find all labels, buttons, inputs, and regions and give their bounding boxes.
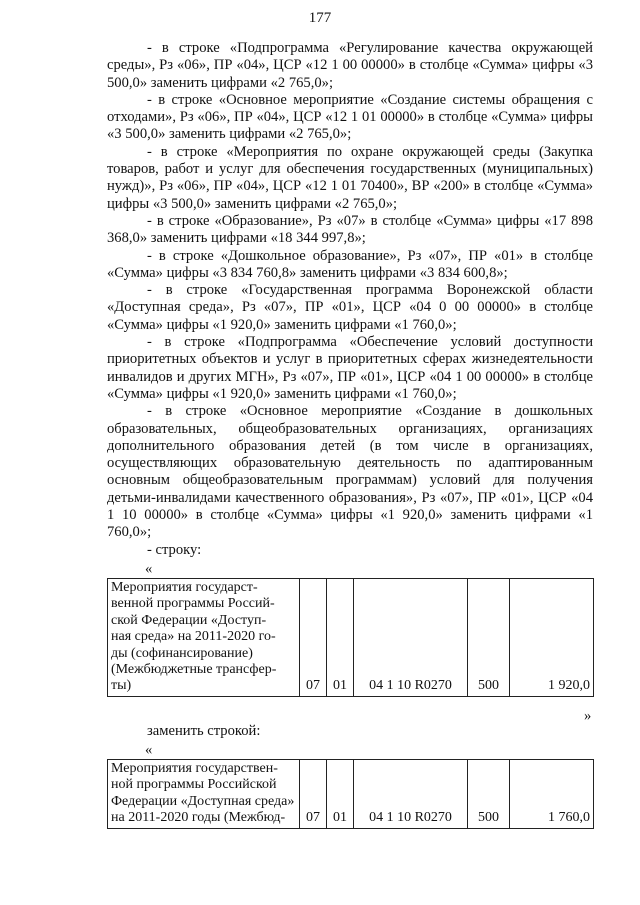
amendment-paragraph: - в строке «Основное мероприятие «Создание системы обращения с отходами», Рз «06», ПР «04», ЦСР «12 1 01 00000» в столбце «Сумма» цифры «3 500,0» заменить цифрами «2 765,0»; xyxy=(107,91,593,143)
table-row xyxy=(108,760,594,829)
amendment-paragraph: - в строке «Мероприятия по охране окружающей среды (Закупка товаров, работ и услуг для обеспечения государственных (муниципальных) нужд)», Рз «06», ПР «04», ЦСР «12 1 01 70400», ВР «200» в столбце «Сумма» цифры «3 500,0» заменить цифрами «2 765,0»; xyxy=(107,143,593,212)
row-name-cell xyxy=(108,760,300,829)
amendment-paragraph: - в строке «Государственная программа Воронежской области «Доступная среда», Рз «07», ПР «01», ЦСР «04 0 00 00000» в столбце «Сумма» цифры «1 920,0» заменить цифрами «1 760,0»; xyxy=(107,282,593,333)
csr-cell: 04 1 10 R0270 xyxy=(354,760,468,829)
new-table-row xyxy=(107,759,594,829)
row-name-line: на 2011-2020 годы (Межбюд- xyxy=(111,810,286,826)
amendment-paragraph: - в строке «Основное мероприятие «Создание в дошкольных образовательных, общеобразовательных организациях, организациях дополнительного образования детей (в том числе в организациях, осуществляющих образовательную деятельность по адаптированным основным общеобразовательным программам) условий для получения детьми-инвалидами качественного образования», Рз «07», ПР «01», ЦСР «04 1 10 00000» в столбце «Сумма» цифры «1 920,0» заменить цифрами «1 760,0»; xyxy=(107,403,593,541)
row-name-cell xyxy=(108,579,300,697)
row-name-line: ной программы Российской xyxy=(111,777,277,793)
row-name-line: Мероприятия государст- xyxy=(111,580,258,595)
old-table-row xyxy=(107,578,594,697)
amendment-paragraph: - в строке «Подпрограмма «Обеспечение условий доступности приоритетных объектов и услуг в приоритетных сферах жизнедеятельности инвалидов и других МГН», Рз «07», ПР «01», ЦСР «04 1 00 00000» в столбце «Сумма» цифры «1 920,0» заменить цифрами «1 760,0»; xyxy=(107,334,593,402)
row-name-line: венной программы Россий- xyxy=(111,596,275,612)
row-name-line: ная среда» на 2011-2020 го- xyxy=(111,629,276,645)
row-intro-text: - строку: xyxy=(147,541,202,558)
sum-cell: 1 760,0 xyxy=(510,760,594,829)
amendment-paragraph: - в строке «Дошкольное образование», Рз «07», ПР «01» в столбце «Сумма» цифры «3 834 760,8» заменить цифрами «3 834 600,8»; xyxy=(107,247,593,281)
closing-quote-mark: » xyxy=(584,708,592,724)
vr-cell: 500 xyxy=(468,760,510,829)
amendment-paragraph: - в строке «Образование», Рз «07» в столбце «Сумма» цифры «17 898 368,0» заменить цифрами «18 344 997,8»; xyxy=(107,212,593,247)
opening-quote-mark: « xyxy=(145,742,153,758)
vr-cell: 500 xyxy=(468,579,510,697)
csr-cell: 04 1 10 R0270 xyxy=(354,579,468,697)
row-name-line: ты) xyxy=(111,678,132,694)
row-name-line: Федерации «Доступная среда» xyxy=(111,793,295,809)
document-body xyxy=(107,40,593,559)
amendment-paragraph: - в строке «Подпрограмма «Регулирование качества окружающей среды», Рз «06», ПР «04», ЦСР «12 1 00 00000» в столбце «Сумма» цифры «3 500,0» заменить цифрами «2 765,0»; xyxy=(107,40,593,91)
opening-quote-mark: « xyxy=(145,561,153,577)
row-name-line: Мероприятия государствен- xyxy=(111,761,278,776)
pr-cell: 01 xyxy=(327,760,354,829)
page-number: 177 xyxy=(308,10,332,26)
rz-cell: 07 xyxy=(300,579,327,697)
row-name-line: ской Федерации «Доступ- xyxy=(111,612,267,628)
row-name-line: ды (софинансирование) xyxy=(111,645,253,661)
sum-cell: 1 920,0 xyxy=(510,579,594,697)
pr-cell: 01 xyxy=(327,579,354,697)
rz-cell: 07 xyxy=(300,760,327,829)
replace-label: заменить строкой: xyxy=(147,723,261,739)
table-row xyxy=(108,579,594,697)
row-name-line: (Межбюджетные трансфер- xyxy=(111,662,277,678)
